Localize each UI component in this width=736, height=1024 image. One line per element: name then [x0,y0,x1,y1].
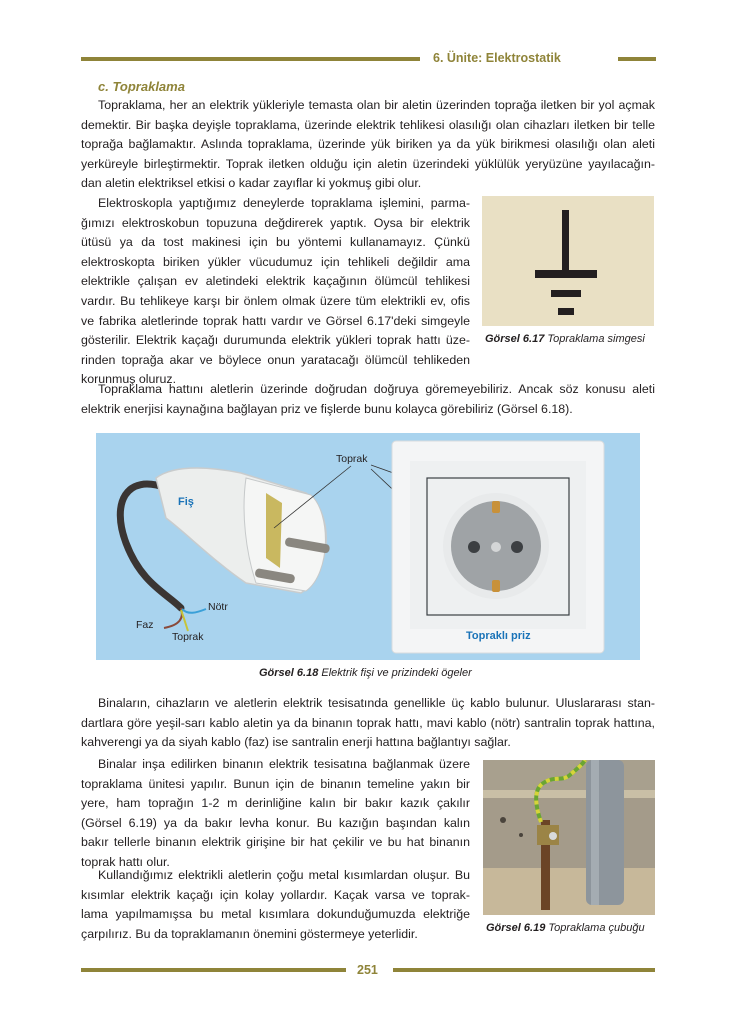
footer-rule-left [81,968,346,972]
phase-wire-label: Faz [136,619,154,631]
text-line: korunmuş oluruz. [81,372,177,387]
text-line: yerküreyle birleştirmektir. Toprak iletken olduğu için aletin üzerindeki yüklülük yeryüzüne yayılacağın- [81,156,655,171]
text-line: elektrik enerjisi kaynağına bağlayan priz ve fişlerde bunu kolayca görebiliriz (Görsel 6.18). [81,401,573,416]
figure-caption-6-17 [485,333,645,345]
footer-rule-right [393,968,655,972]
text-line: lama yapılmamışsa bu metal kısımlara dokunduğumuzda elektriğe [81,907,470,922]
text-line: çarpılırız. Bu da topraklamanın önemini göstermeye yeterlidir. [81,926,418,941]
text-line: topraklama ünitesi yapılır. Bunun için de binanın temeline yakın bir [81,776,470,791]
header-rule-left [81,57,420,61]
text-line: bakır tellerle binanın elektrik girişine bir hat çekilir ve bu hat binanın [81,835,470,850]
figure-number: Görsel 6.19 [486,922,546,934]
plug-socket-illustration [96,433,640,660]
socket-label: Topraklı priz [466,630,531,642]
paragraph-2 [81,194,470,390]
unit-title: 6. Ünite: Elektrostatik [433,51,561,65]
text-line: ve fabrika aletlerinde toprak hattı vardır ve Görsel 6.17'deki simgeyle [81,313,470,328]
paragraph-1 [81,96,655,194]
text-line: demektir. Bir başka deyişle topraklama, üzerinde elektrik tehlikesi olasılığı olan cihazları iletken bir telle [81,117,655,132]
text-line: gösterilir. Elektrik kaçağı durumunda elektrik yükleri toprak hattı üze- [81,333,470,348]
figure-caption-6-18 [259,667,472,679]
text-line: (Görsel 6.19) ya da bakır levha konur. Bu kazığın başından kalın [81,815,470,830]
grounding-rod-illustration [483,760,655,915]
text-line: toprağa bağlamaktır. Aslında topraklama, üzerinde yük biriken ya da yük birikmesi olasılığı olan aleti [81,137,655,152]
text-line: elektroskopta biriken yükler vücudumuz için tehlikeli değildir ama [81,254,470,269]
text-line: Topraklama hattını aletlerin üzerinde doğrudan doğruya göremeyebiliriz. Ancak söz konusu aleti [98,382,655,396]
text-line: Elektroskopla yaptığımız deneylerde topraklama işlemini, parma- [98,196,470,210]
text-line: elektrikle çalışan ev aletindeki elektrik kaçağının ölümcül tehlikesi [81,274,470,289]
ground-wire-label: Toprak [172,631,204,643]
section-title: c. Topraklama [98,79,185,94]
text-line: toprak hattı olur. [81,854,170,869]
figure-number: Görsel 6.18 [259,667,319,679]
ground-symbol-figure [482,196,654,326]
text-line: Topraklama, her an elektrik yükleriyle temasta olan bir aletin üzerinden toprağa iletken bir yol açmak [98,98,655,112]
figure-caption-text: Topraklama simgesi [547,333,645,345]
plug-label: Fiş [178,496,194,508]
text-line: Kullandığımız elektrikli aletlerin çoğu metal kısımlardan oluşur. Bu [98,868,470,882]
ground-pointer-label: Toprak [336,453,368,465]
page-number: 251 [357,963,378,977]
figure-caption-text: Topraklama çubuğu [548,922,645,934]
text-line: kısımlar elektrik kaçağı için kolay yollardır. Kaçak varsa ve toprak- [81,887,470,902]
paragraph-4 [81,694,655,753]
paragraph-5 [81,755,470,873]
plug-socket-figure [96,433,640,660]
text-line: dartlara göre yeşil-sarı kablo aletin ya da binanın toprak hattı, mavi kablo (nötr) santralin toprak hattına, [81,715,655,730]
figure-caption-text: Elektrik fişi ve prizindeki ögeler [321,667,472,679]
figure-number: Görsel 6.17 [485,333,545,345]
text-line: kahverengi ya da siyah kablo (faz) ise santralin enerji hattına bağlantıyı sağlar. [81,735,511,750]
grounding-rod-photo [483,760,655,915]
paragraph-6 [81,866,470,944]
paragraph-3 [81,380,655,419]
text-line: Binaların, cihazların ve aletlerin elektrik tesisatında genellikle üç kablo bulunur. Uluslararası stan- [98,696,655,710]
neutral-wire-label: Nötr [208,601,228,613]
text-line: rinden toprağa akar ve böylece onun yaratacağı ölümcül tehlikeden [81,352,470,367]
text-line: ütüsü ya da tost makinesi için bu yöntemi kullanamayız. Çünkü [81,235,470,250]
text-line: yere, ham toprağın 1-2 m derinliğine kalın bir bakır kazık çakılır [81,796,470,811]
figure-caption-6-19 [486,922,645,934]
text-line: Binalar inşa edilirken binanın elektrik tesisatına bağlanmak üzere [98,757,470,771]
header-rule-right [618,57,656,61]
text-line: dan aletin elektriksel etkisi o kadar zayıflar ki yokmuş gibi olur. [81,176,422,191]
text-line: vardır. Bu tehlikeye karşı bir önlem olmak üzere tüm elektrikli ev, ofis [81,293,470,308]
text-line: ğımızı elektroskobun topuzuna değdirerek yaptık. Oysa bir elektrik [81,215,470,230]
